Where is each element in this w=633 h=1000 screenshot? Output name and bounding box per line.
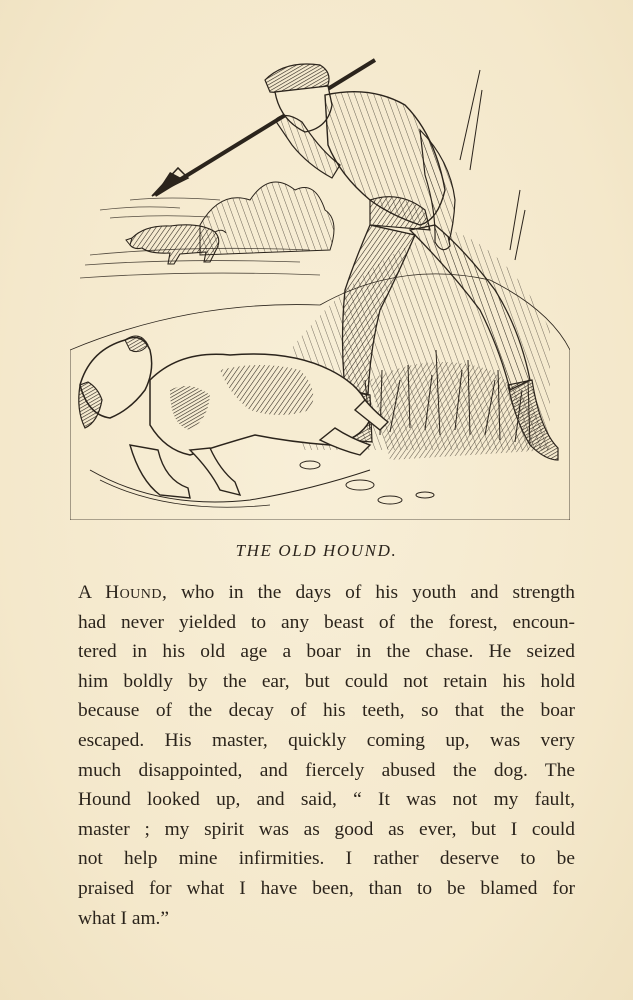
story-line-text: , who in the days of his youth and strength: [162, 582, 575, 603]
story-line: escaped. His master, quickly coming up, was very: [78, 729, 575, 751]
story-line: [78, 578, 575, 608]
engraving-illustration: [70, 50, 570, 520]
boar-icon: [126, 225, 226, 264]
story-line: because of the decay of his teeth, so that the boar: [78, 700, 575, 722]
hunter-hound-boar-icon: [70, 50, 570, 520]
story-line: master ; my spirit was as good as ever, but I could: [78, 818, 575, 840]
story-line: Hound looked up, and said, “ It was not my fault,: [78, 789, 575, 811]
story-line: tered in his old age a boar in the chase. He seized: [78, 641, 575, 663]
story-line: what I am.”: [78, 907, 169, 929]
drop-word-first: A: [78, 582, 91, 603]
story-line: had never yielded to any beast of the forest, encoun-: [78, 611, 575, 633]
story-title: THE OLD HOUND.: [235, 541, 398, 560]
story-line: not help mine infirmities. I rather deserve to be: [78, 848, 575, 870]
story-text: [78, 578, 575, 933]
story-line: praised for what I have been, than to be blamed for: [78, 877, 575, 899]
story-line: him boldly by the ear, but could not retain his hold: [78, 670, 575, 692]
drop-word-rest: Hound: [105, 582, 163, 603]
story-line: much disappointed, and fiercely abused the dog. The: [78, 759, 575, 781]
